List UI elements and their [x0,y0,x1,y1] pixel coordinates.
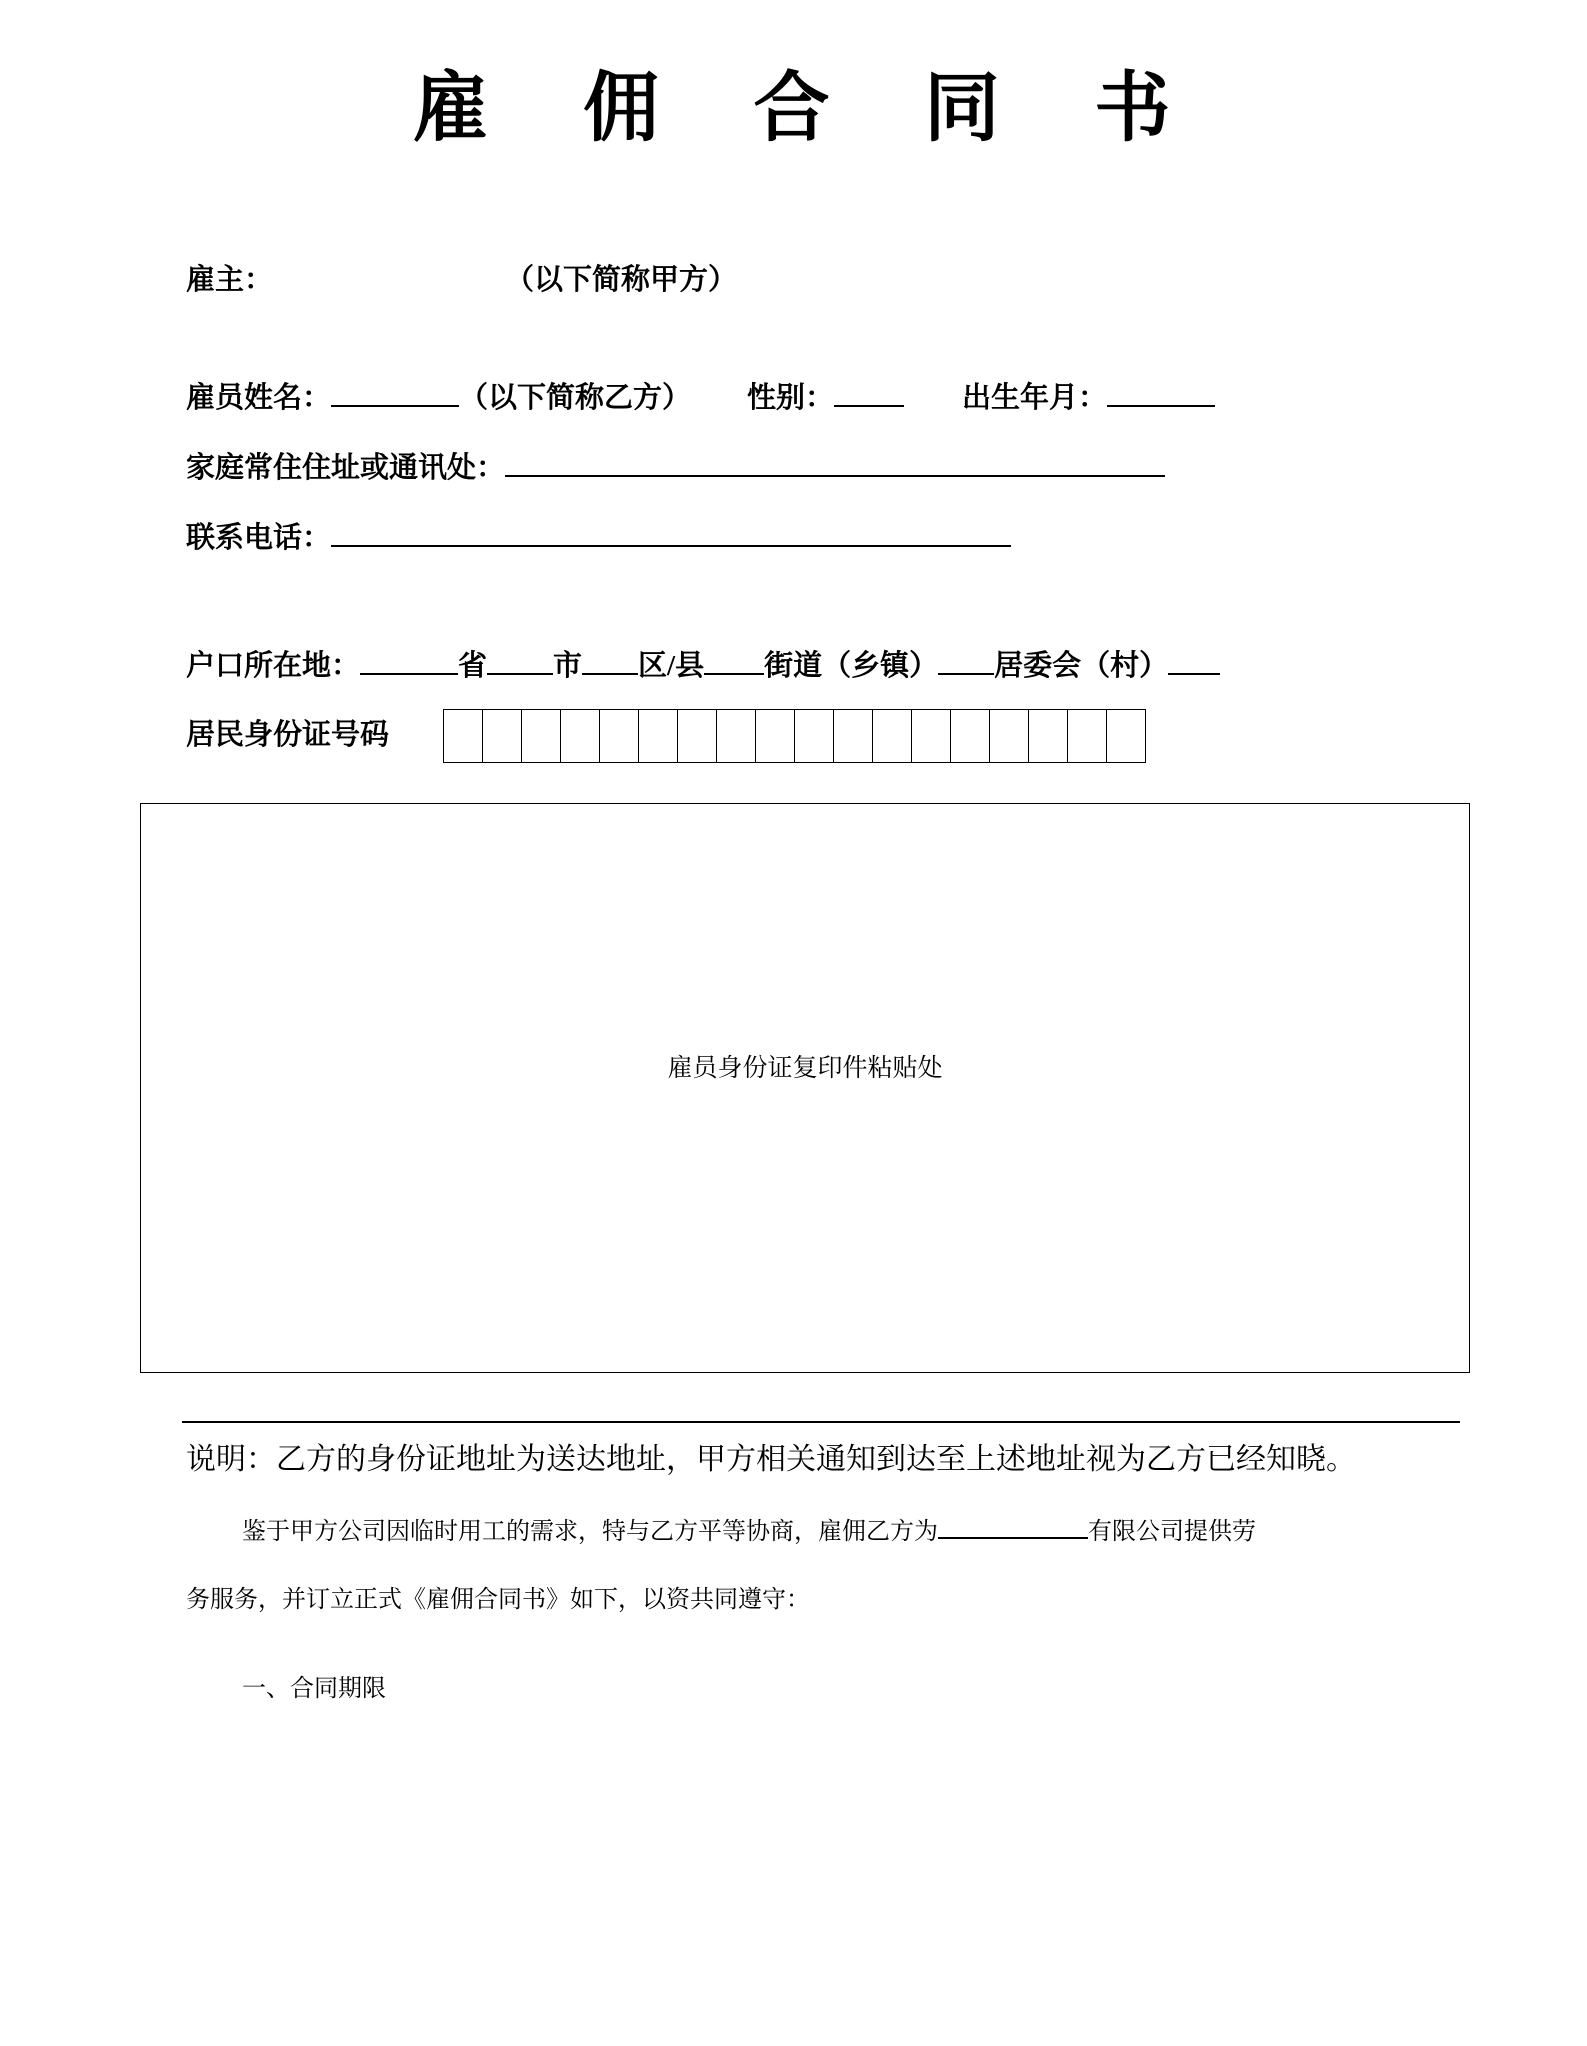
id-cell[interactable] [717,710,756,762]
id-cell[interactable] [444,710,483,762]
hukou-label: 户口所在地： [186,649,361,682]
id-cell[interactable] [1029,710,1068,762]
id-cell[interactable] [678,710,717,762]
hukou-street-field[interactable] [704,647,764,675]
id-cell[interactable] [912,710,951,762]
phone-field[interactable] [331,519,1011,547]
id-cell[interactable] [795,710,834,762]
hukou-district-field[interactable] [582,647,638,675]
address-label: 家庭常住住址或通讯处： [186,451,506,484]
employee-name-row [140,379,1447,415]
preamble-line-2: 务服务，并订立正式《雇佣合同书》如下，以资共同遵守： [186,1585,810,1614]
address-field[interactable] [505,449,1165,477]
company-name-field[interactable] [938,1511,1088,1539]
id-cell[interactable] [483,710,522,762]
id-cell[interactable] [990,710,1029,762]
id-cell[interactable] [873,710,912,762]
employee-name-label: 雇员姓名： [186,382,332,415]
section-1-heading [140,1668,1447,1703]
paste-area-label: 雇员身份证复印件粘贴处 [667,1052,943,1082]
hukou-tail-field[interactable] [1168,647,1220,675]
id-cell[interactable] [834,710,873,762]
note-text: 说明：乙方的身份证地址为送达地址，甲方相关通知到达至上述地址视为乙方已经知晓。 [186,1441,1356,1477]
employee-phone-row [140,519,1447,555]
birth-label: 出生年月： [962,382,1108,415]
preamble-text-a: 鉴于甲方公司因临时用工的需求，特与乙方平等协商，雇佣乙方为 [242,1517,938,1546]
gender-label: 性别： [747,382,835,415]
id-number-label: 居民身份证号码 [186,718,390,751]
gender-field[interactable] [834,379,904,407]
hukou-committee-label: 居委会（村） [994,649,1169,682]
employee-name-note: （以下简称乙方） [459,382,692,415]
id-copy-paste-area [140,803,1470,1373]
divider [182,1421,1460,1423]
id-number-row [140,709,1447,763]
id-cell[interactable] [639,710,678,762]
id-cell[interactable] [756,710,795,762]
id-cell[interactable] [1107,710,1146,762]
id-cell[interactable] [1068,710,1107,762]
birth-field[interactable] [1107,379,1215,407]
employer-note: （以下简称甲方） [505,264,738,297]
hukou-province-label: 省 [458,649,488,682]
hukou-district-label: 区/县 [638,649,705,682]
id-number-boxes[interactable] [443,709,1146,763]
employer-label: 雇主： [186,264,274,297]
employee-name-field[interactable] [331,379,459,407]
employer-row [140,265,1447,297]
id-cell[interactable] [522,710,561,762]
preamble-text-b: 有限公司提供劳 [1088,1517,1256,1546]
preamble-line-1 [140,1511,1447,1549]
employee-address-row [140,449,1447,485]
section-1-label: 一、合同期限 [242,1674,386,1703]
id-cell[interactable] [561,710,600,762]
hukou-city-label: 市 [553,649,583,682]
id-cell[interactable] [600,710,639,762]
hukou-row [140,647,1447,683]
hukou-street-label: 街道（乡镇） [764,649,939,682]
phone-label: 联系电话： [186,521,332,554]
id-cell[interactable] [951,710,990,762]
hukou-city-field[interactable] [487,647,553,675]
hukou-province-field[interactable] [360,647,458,675]
hukou-committee-field[interactable] [938,647,994,675]
page-title: 雇 佣 合 同 书 [412,63,1205,152]
